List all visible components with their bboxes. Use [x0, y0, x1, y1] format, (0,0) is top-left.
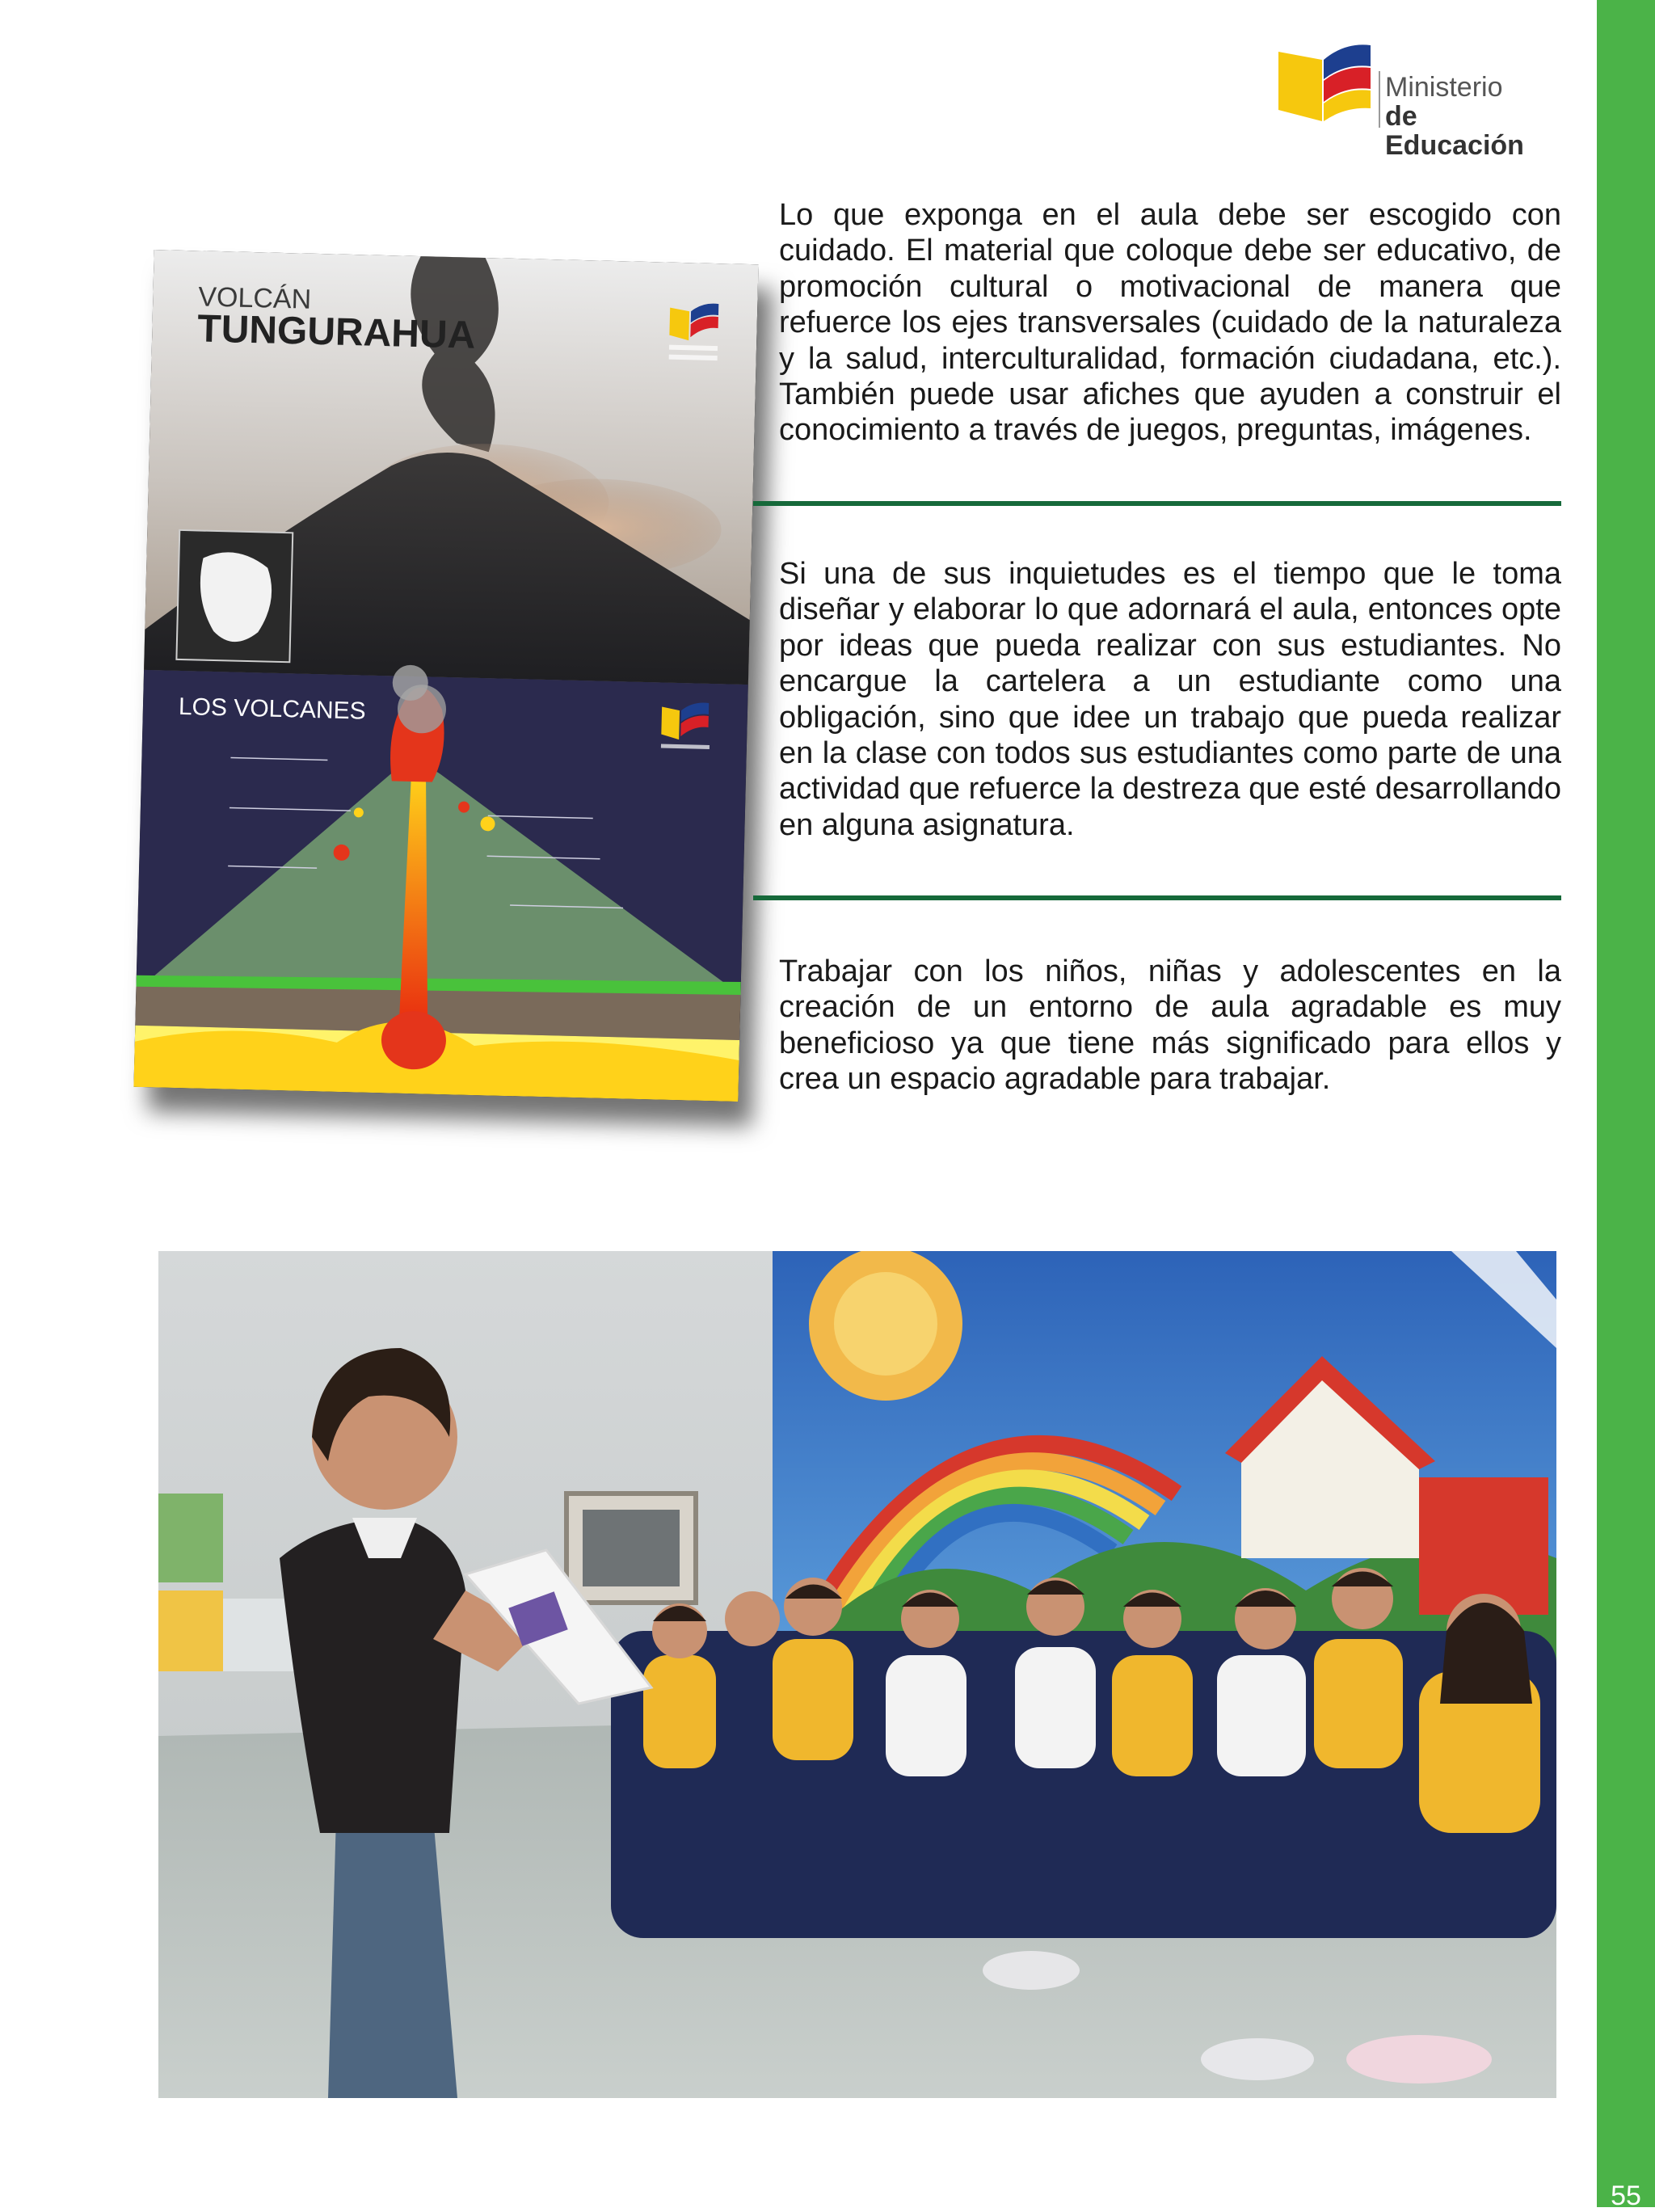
svg-text:VOLCÁN: VOLCÁN — [197, 281, 312, 315]
volcano-poster-image — [133, 250, 758, 1102]
chapter-sidebar — [1597, 0, 1655, 2207]
logo-divider — [1379, 71, 1380, 128]
flag-book-icon — [1277, 42, 1372, 123]
paragraph-time-ideas: Si una de sus inquietudes es el tiempo que le toma diseñar y elaborar lo que adornará el aula, entonces opte por ideas que pueda realizar con sus estudiantes. No encargue la cartelera a un estudiante como una obligación, sino que idee un trabajo que pueda realizar en la clase con todos sus estudiantes como parte de una actividad que refuerce la destreza que esté desarrollando en alguna asignatura. — [779, 557, 1561, 842]
sidebar-distribution-note: Distribución gratuita - Prohibida su venta — [12, 171, 45, 710]
logo-educacion-text: de Educación — [1385, 101, 1524, 161]
section-divider — [753, 501, 1561, 506]
classroom-photo — [158, 1251, 1556, 2098]
paragraph-work-with-children: Trabajar con los niños, niñas y adolescentes en la creación de un entorno de aula agradable es muy beneficioso ya que tiene más significado para ellos y crea un espacio agradable para trabajar. — [779, 954, 1561, 1097]
logo-ministerio-text: Ministerio — [1385, 72, 1503, 103]
sidebar-chapter-title: Capítulo 2: Antes del inicio del año lectivo — [12, 1550, 45, 2103]
page-number: 55 — [1611, 2180, 1641, 2211]
svg-text:LOS VOLCANES: LOS VOLCANES — [178, 693, 367, 725]
paragraph-choose-material: Lo que exponga en el aula debe ser escogido con cuidado. El material que coloque debe ser educativo, de promoción cultural o motivacional de manera que refuerce los ejes transversales (cuidado de la naturaleza y la salud, interculturalidad, formación ciudadana, etc.). También puede usar afiches que ayuden a construir el conocimiento a través de juegos, preguntas, imágenes. — [779, 198, 1561, 448]
volcano-poster — [133, 250, 758, 1102]
classroom-photo-image — [158, 1251, 1556, 2098]
section-divider — [753, 895, 1561, 900]
svg-text:TUNGURAHUA: TUNGURAHUA — [196, 307, 476, 357]
ministerio-logo — [1277, 42, 1543, 161]
